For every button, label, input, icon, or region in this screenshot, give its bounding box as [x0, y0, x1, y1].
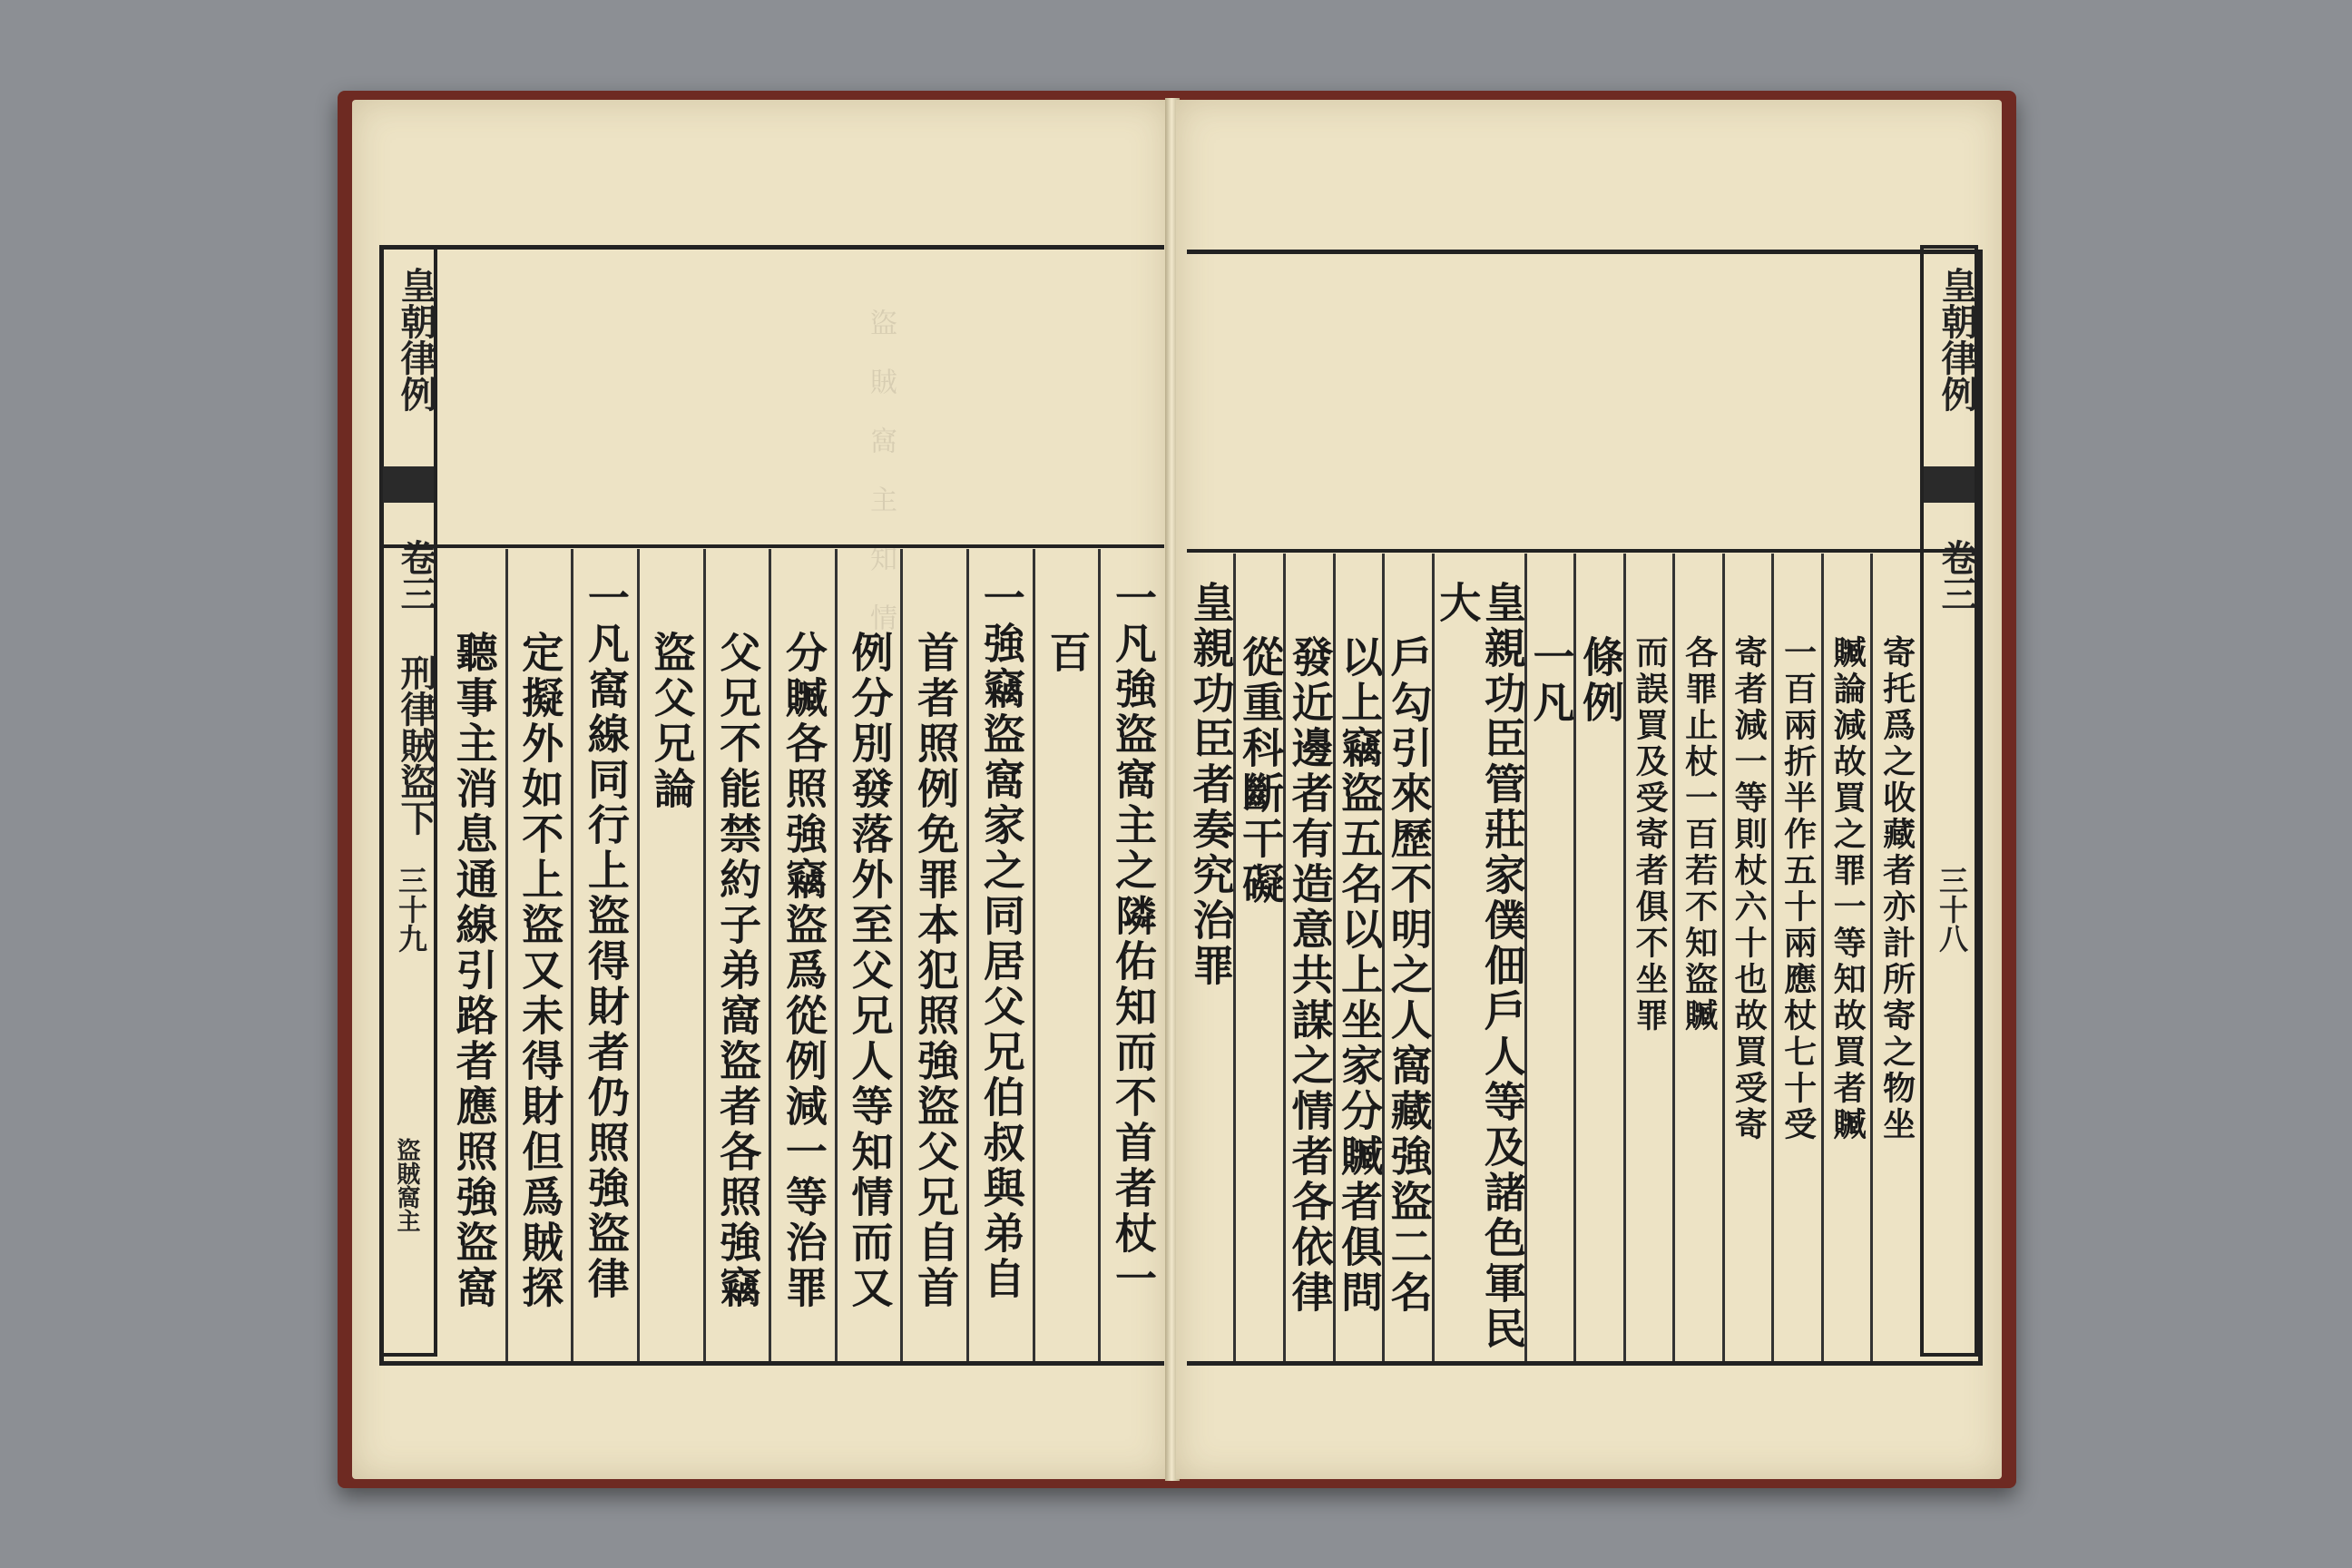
left-text-columns: [442, 549, 1164, 1361]
text-column: [1098, 549, 1164, 1361]
column-text: 一凡強盜窩主之隣佑知而不首者杖一: [1109, 576, 1159, 1302]
text-column: [1233, 554, 1286, 1361]
column-text: 以上竊盜五名以上坐家分贓者俱問: [1335, 635, 1385, 1316]
column-text: 各罪止杖一百若不知盜贓: [1680, 635, 1719, 1034]
column-text: 一強竊盜窩家之同居父兄伯叔與弟自: [976, 576, 1026, 1302]
margin-chapter-title: 卷三: [1936, 539, 1978, 612]
text-column: [1672, 554, 1722, 1361]
right-page: [1176, 100, 2002, 1479]
column-text: 從重科斷干礙: [1236, 635, 1286, 907]
margin-section-note: 盜賊窩主: [393, 1138, 420, 1232]
column-heading: 條例: [1575, 635, 1625, 726]
text-column: [442, 549, 505, 1361]
column-text: 皇親功臣管莊家僕佃戶人等及諸色軍民大: [1433, 581, 1527, 1352]
column-text: 一凡: [1526, 635, 1576, 726]
column-text: 盜父兄論: [647, 631, 697, 812]
text-column: [1623, 554, 1673, 1361]
right-block-margin: [1920, 245, 1978, 1357]
column-text: 例分別發落外至父兄人等知情而又: [845, 631, 895, 1311]
column-text: 百: [1043, 631, 1093, 676]
text-column: [1033, 549, 1099, 1361]
column-text: 一凡窩線同行上盜得財者仍照強盜律: [581, 576, 631, 1302]
text-column: [1333, 554, 1383, 1361]
text-column: [769, 549, 835, 1361]
left-page-frame: [379, 245, 1164, 1366]
text-column: [900, 549, 966, 1361]
fishtail-mark: [383, 466, 434, 503]
left-head-margin: [384, 250, 1164, 548]
text-column: [1432, 554, 1527, 1361]
column-text: 聽事主消息通線引路者應照強盜窩: [449, 631, 499, 1311]
text-column: [1283, 554, 1333, 1361]
column-text: 首者照例免罪本犯照強盜父兄自首: [911, 631, 961, 1311]
text-column: [703, 549, 769, 1361]
text-column: [1771, 554, 1821, 1361]
right-text-columns: [1187, 554, 1920, 1361]
text-column: [835, 549, 901, 1361]
margin-folio-number: 三十九: [394, 866, 428, 953]
right-head-margin: [1187, 254, 1978, 553]
text-column: [637, 549, 703, 1361]
column-text: 一百兩折半作五十兩應杖七十受: [1779, 635, 1818, 1143]
column-text: 戶勾引來歷不明之人窩藏強盜二名: [1384, 635, 1434, 1316]
fishtail-mark: [1924, 466, 1975, 503]
column-text: 寄托爲之收藏者亦計所寄之物坐: [1877, 635, 1916, 1143]
column-text: 寄者減一等則杖六十也故買受寄: [1730, 635, 1769, 1143]
margin-chapter-title: 卷三 刑律賊盜下: [395, 539, 437, 836]
column-text: 皇親功臣者奏究治罪: [1186, 581, 1236, 989]
column-text: 而誤買及受寄者俱不坐罪: [1631, 635, 1670, 1034]
text-column: [966, 549, 1033, 1361]
column-text: 發近邊者有造意共謀之情者各依律: [1285, 635, 1335, 1316]
text-column: [1573, 554, 1623, 1361]
text-column: [1722, 554, 1772, 1361]
column-text: 父兄不能禁約子弟窩盜者各照強竊: [713, 631, 763, 1311]
text-column: [505, 549, 572, 1361]
margin-book-title: 皇朝律例: [1936, 267, 1978, 412]
left-page: [352, 100, 1169, 1479]
text-column: [1821, 554, 1871, 1361]
margin-folio-number: 三十八: [1935, 866, 1969, 953]
show-through-text: 盜 賊 窩 主 知 情: [865, 309, 897, 631]
column-text: 贓論減故買之罪一等知故買者贓: [1828, 635, 1867, 1143]
column-text: 定擬外如不上盜又未得財但爲賊探: [515, 631, 565, 1311]
column-text: 分贓各照強竊盜爲從例減一等治罪: [779, 631, 828, 1311]
left-block-margin: [379, 245, 437, 1357]
margin-book-title: 皇朝律例: [395, 267, 437, 412]
text-column: [571, 549, 637, 1361]
text-column: [1870, 554, 1920, 1361]
text-column: [1187, 554, 1234, 1361]
text-column: [1524, 554, 1574, 1361]
right-page-frame: [1187, 250, 1983, 1366]
text-column: [1382, 554, 1432, 1361]
